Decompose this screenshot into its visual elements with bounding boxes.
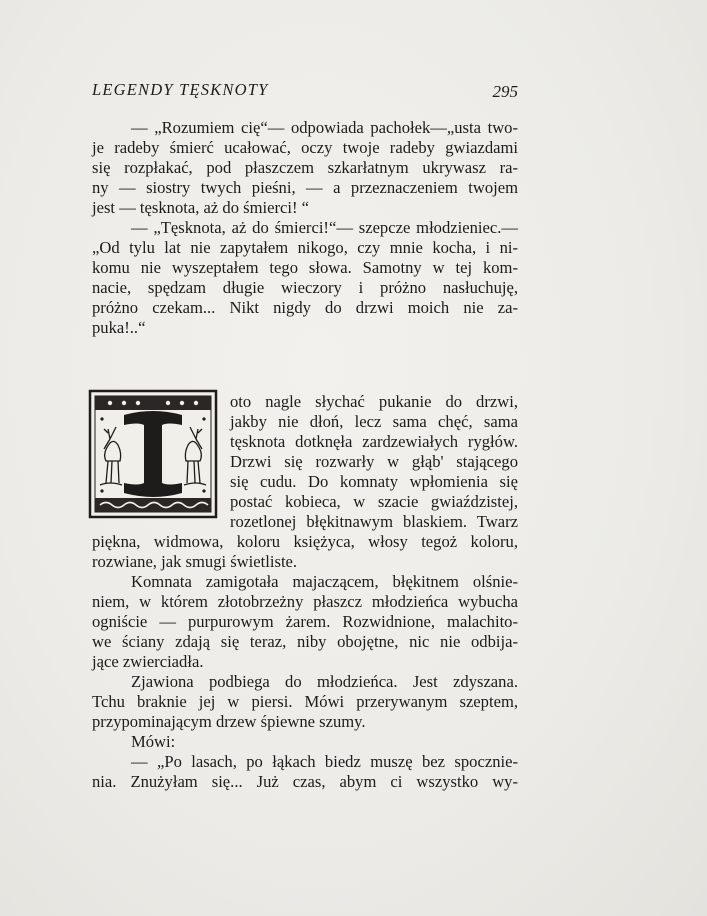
text-line: Drzwi się rozwarły w głąb' stającego <box>230 452 518 471</box>
text-line: — „Po lasach, po łąkach biedz muszę bez spocznie- <box>131 752 518 771</box>
text-line: się rozpłakać, pod płaszczem szkarłatnym ukrywasz ra- <box>92 158 518 177</box>
text-line: przypominającym drzew śpiewne szumy. <box>92 712 366 731</box>
text-line: rozwiane, jak smugi świetliste. <box>92 552 298 571</box>
text-line: piękna, widmowa, koloru księżyca, włosy tegoż koloru, <box>92 532 518 551</box>
text-line: — „Tęsknota, aż do śmierci!“— szepcze młodzieniec.— <box>131 218 518 237</box>
text-line: niem, w którem złotobrzeżny płaszcz młodzieńca wybucha <box>92 592 518 611</box>
text-line: oto nagle słychać pukanie do drzwi, <box>230 392 518 411</box>
text-line: nacie, spędzam długie wieczory i próżno nasłuchuję, <box>92 278 518 297</box>
text-line: we ściany zdają się teraz, niby obojętne, nic nie odbija- <box>92 632 518 651</box>
text-line: ny — siostry twych pieśni, — a przeznaczeniem twojem <box>92 178 518 197</box>
text-line: nia. Znużyłam się... Już czas, abym ci wszystko wy- <box>92 772 518 791</box>
text-line: jące zwierciadła. <box>92 652 204 671</box>
text-line: próżno czekam... Nikt nigdy do drzwi moich nie za- <box>92 298 518 317</box>
text-line: „Od tylu lat nie zapytałem nikogo, czy mnie kocha, i ni- <box>92 238 518 257</box>
text-line: je radeby śmierć ucałować, oczy twoje radeby gwiazdami <box>92 138 518 157</box>
text-line: Mówi: <box>131 732 176 751</box>
text-line: ogniście — purpurowym żarem. Rozwidnione, malachito- <box>92 612 518 631</box>
text-line: Tchu braknie jej w piersi. Mówi przerywanym szeptem, <box>92 692 518 711</box>
running-title: LEGENDY TĘSKNOTY <box>92 80 269 99</box>
text-line: Zjawiona podbiega do młodzieńca. Jest zdyszana. <box>131 672 518 691</box>
text-line: rozetlonej błękitnawym blaskiem. Twarz <box>230 512 518 531</box>
text-line: komu nie wyszeptałem tego słowa. Samotny w tej kom- <box>92 258 518 277</box>
decorated-initial-i <box>88 389 218 519</box>
text-line: Komnata zamigotała majaczącem, błękitnem olśnie- <box>131 572 518 591</box>
text-line: postać kobieca, w szacie gwiaździstej, <box>230 492 518 511</box>
text-line: jest — tęsknota, aż do śmierci! “ <box>92 198 310 217</box>
text-line: puka!..“ <box>92 318 146 337</box>
text-line: jakby nie dłoń, lecz sama chęć, sama <box>230 412 518 431</box>
text-line: tęsknota dotknęła zardzewiałych rygłów. <box>230 432 518 451</box>
text-line: się cudu. Do komnaty wpłomienia się <box>230 472 518 491</box>
text-line: — „Rozumiem cię“— odpowiada pachołek—„usta two- <box>131 118 518 137</box>
page-header <box>92 80 518 104</box>
page-number: 295 <box>492 82 518 101</box>
